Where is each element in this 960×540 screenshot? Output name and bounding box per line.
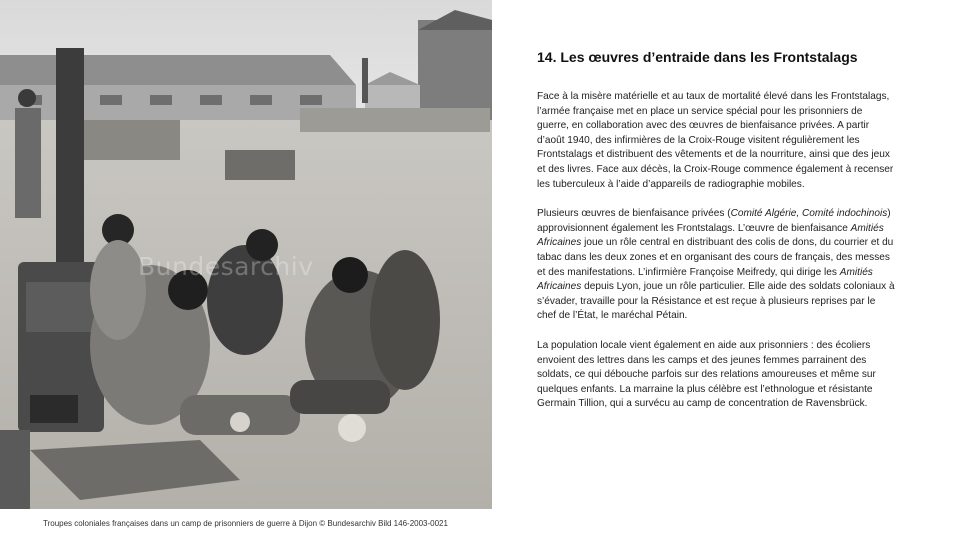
italic-text: Amitiés Africaines [537, 222, 884, 249]
text-segment: La population locale vient également en aide aux prisonniers : des écoliers envoient des lettres dans les camps et des jeunes femmes parrainent des soldats, ce qui débouche parfois sur des relations amoureuses et même sur quelques enfants. La marraine la plus célèbre est l’ethnologue et résistante Germain Tillion, qui a survécu au camp de concentration de Ravensbrück. [537, 339, 876, 410]
italic-text: Comité Algérie, Comité indochinois [730, 208, 888, 220]
paragraph-3 [537, 339, 895, 412]
photo-watermark: Bundesarchiv [138, 252, 314, 281]
italic-text: Amitiés Africaines [537, 266, 873, 293]
body-text [537, 90, 895, 412]
photo-caption: Troupes coloniales françaises dans un camp de prisonniers de guerre à Dijon © Bundesarchiv Bild 146-2003-0021 [43, 519, 448, 528]
paragraph-1 [537, 90, 895, 192]
text-segment: Plusieurs œuvres de bienfaisance privées ( [537, 208, 731, 220]
paragraph-2 [537, 207, 895, 324]
text-segment: joue un rôle central en distribuant des colis de dons, du courrier et du tabac dans les deux zones et en organisant des cours de français, des messes et des manifestations. L’infirmière Françoise Meifredy, qui dirige les [537, 237, 894, 278]
archival-photo [0, 0, 492, 509]
slide-title: 14. Les œuvres d’entraide dans les Frontstalags [537, 49, 858, 65]
text-segment: ) approvisionnent également les Frontstalags. L’œuvre de bienfaisance [537, 208, 891, 234]
text-segment: Face à la misère matérielle et au taux de mortalité élevé dans les Frontstalags, l’armée française met en place un service spécial pour les prisonniers de guerre, en collaboration avec des œuvres de bienfaisance privées. A partir d’août 1940, des infirmières de la Croix-Rouge visitent régulièrement les Frontstalags et distribuent des vêtements et de la nourriture, ainsi que des jeux et des livres. Face aux décès, la Croix-Rouge commence également à recenser les tuberculeux à l’aide d’appareils de radiographie mobiles. [537, 91, 894, 190]
text-column [537, 48, 895, 427]
text-segment: depuis Lyon, joue un rôle particulier. Elle aide des soldats coloniaux à s’évader, travaille pour la Résistance et est reçue à plusieurs reprises par le chef de l’État, le maréchal Pétain. [537, 281, 895, 322]
